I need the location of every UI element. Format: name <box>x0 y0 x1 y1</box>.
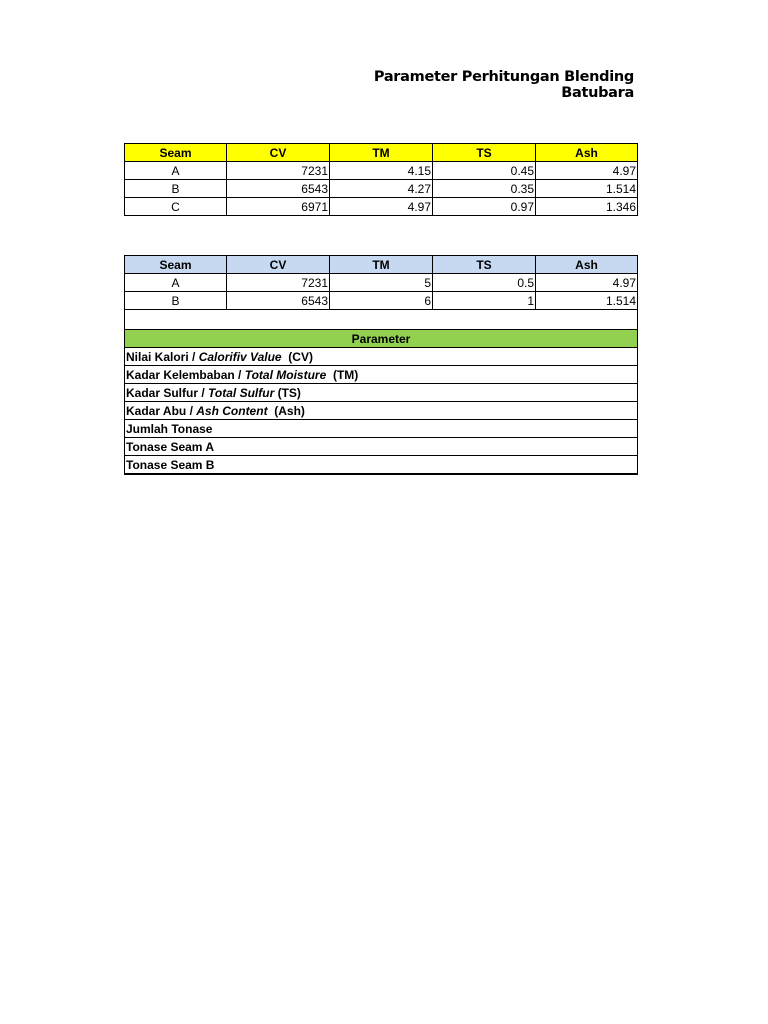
parameter-label: Kadar Abu / Ash Content (Ash) <box>125 402 638 420</box>
header-tm: TM <box>330 256 433 274</box>
header-seam: Seam <box>125 144 227 162</box>
parameter-label: Kadar Kelembaban / Total Moisture (TM) <box>125 366 638 384</box>
table-row <box>125 274 638 292</box>
cell-ash: 4.97 <box>536 274 638 292</box>
cell-ash: 4.97 <box>536 162 638 180</box>
cell-cv: 7231 <box>227 274 330 292</box>
parameter-row <box>125 402 638 420</box>
parameter-label: Jumlah Tonase <box>125 420 638 438</box>
spacer-row <box>125 310 638 330</box>
parameter-label: Nilai Kalori / Calorifiv Value (CV) <box>125 348 638 366</box>
parameter-row <box>125 456 638 475</box>
header-cv: CV <box>227 144 330 162</box>
header-tm: TM <box>330 144 433 162</box>
seam-table-2 <box>124 255 638 475</box>
cell-cv: 6971 <box>227 198 330 216</box>
page-title: Parameter Perhitungan Blending Batubara <box>373 69 634 101</box>
parameter-header: Parameter <box>125 330 638 348</box>
parameter-row <box>125 366 638 384</box>
header-ts: TS <box>433 144 536 162</box>
parameter-label: Tonase Seam B <box>125 456 638 475</box>
cell-seam: B <box>125 292 227 310</box>
table-row <box>125 292 638 310</box>
spacer-cell <box>125 310 638 330</box>
cell-ts: 1 <box>433 292 536 310</box>
cell-seam: B <box>125 180 227 198</box>
cell-ts: 0.5 <box>433 274 536 292</box>
parameter-row <box>125 384 638 402</box>
cell-seam: A <box>125 274 227 292</box>
table-row <box>125 162 638 180</box>
header-ash: Ash <box>536 144 638 162</box>
table-row <box>125 180 638 198</box>
parameter-header-row <box>125 330 638 348</box>
table-header-row <box>125 256 638 274</box>
header-cv: CV <box>227 256 330 274</box>
cell-seam: A <box>125 162 227 180</box>
cell-tm: 4.15 <box>330 162 433 180</box>
seam-table-1 <box>124 143 638 216</box>
cell-tm: 6 <box>330 292 433 310</box>
parameter-row <box>125 348 638 366</box>
cell-tm: 4.97 <box>330 198 433 216</box>
cell-cv: 6543 <box>227 180 330 198</box>
header-ts: TS <box>433 256 536 274</box>
cell-cv: 6543 <box>227 292 330 310</box>
parameter-row <box>125 420 638 438</box>
cell-seam: C <box>125 198 227 216</box>
cell-ash: 1.514 <box>536 180 638 198</box>
cell-tm: 4.27 <box>330 180 433 198</box>
cell-ash: 1.514 <box>536 292 638 310</box>
cell-ts: 0.97 <box>433 198 536 216</box>
cell-tm: 5 <box>330 274 433 292</box>
cell-ash: 1.346 <box>536 198 638 216</box>
cell-ts: 0.45 <box>433 162 536 180</box>
table-header-row <box>125 144 638 162</box>
parameter-label: Kadar Sulfur / Total Sulfur (TS) <box>125 384 638 402</box>
header-ash: Ash <box>536 256 638 274</box>
parameter-row <box>125 438 638 456</box>
parameter-label: Tonase Seam A <box>125 438 638 456</box>
header-seam: Seam <box>125 256 227 274</box>
cell-ts: 0.35 <box>433 180 536 198</box>
cell-cv: 7231 <box>227 162 330 180</box>
table-row <box>125 198 638 216</box>
